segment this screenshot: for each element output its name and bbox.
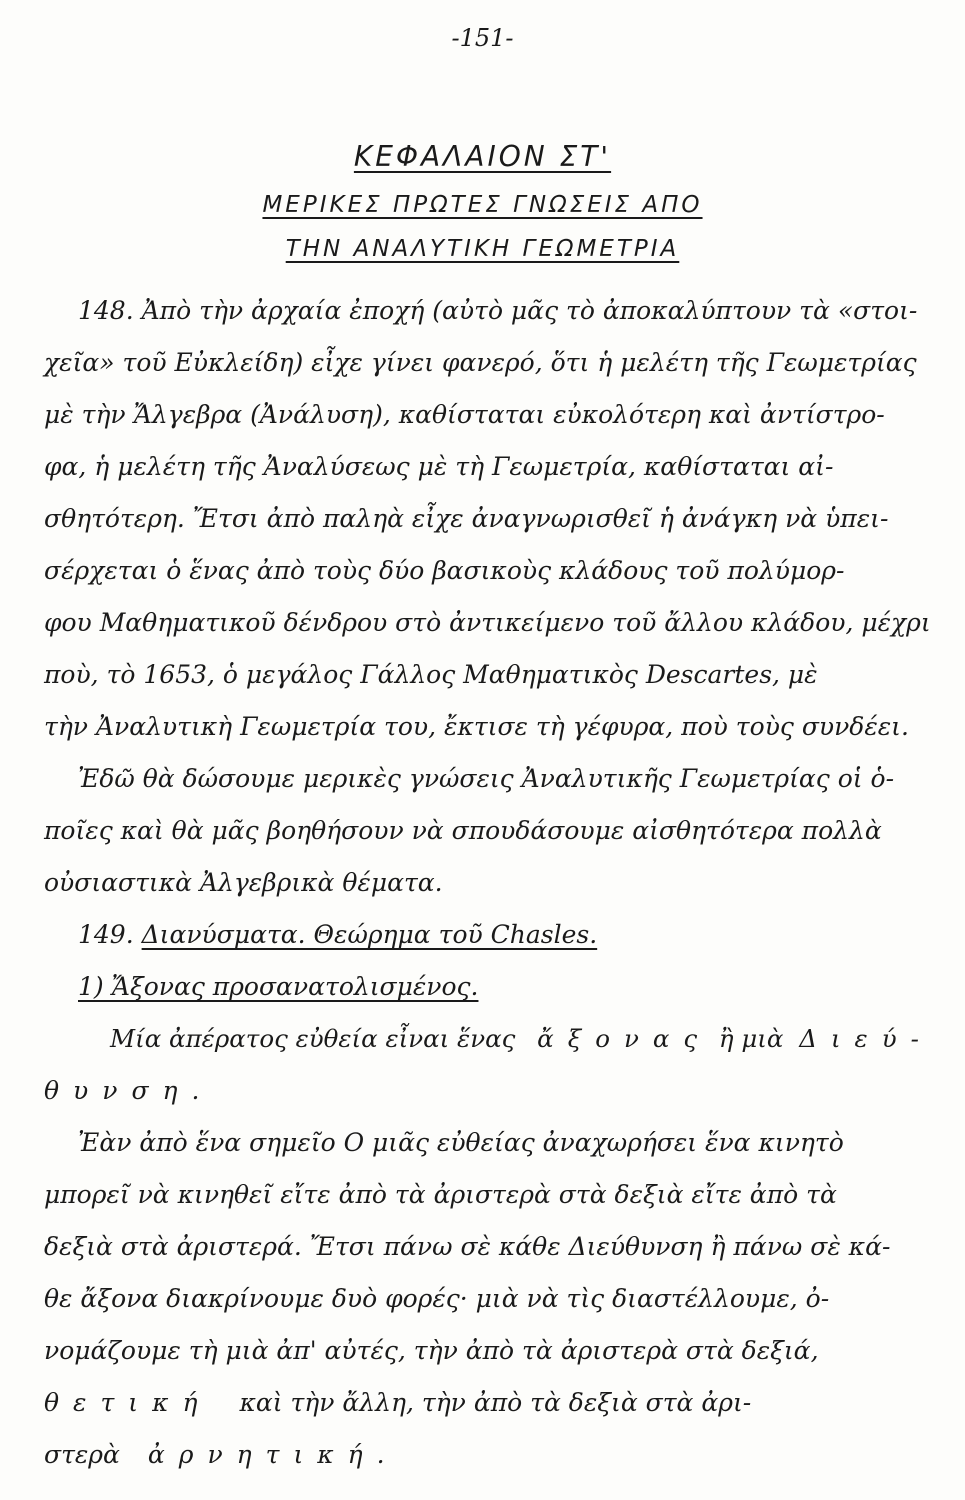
paragraph-line [78, 296, 917, 326]
paragraph-line: μὲ τὴν Ἄλγεβρα (Ἀνάλυση), καθίσταται εὐκολότερη καὶ ἀντίστρο- [44, 400, 885, 429]
paragraph-line [44, 1440, 399, 1470]
text: στερὰ [44, 1440, 120, 1469]
spaced-term-axis: ἄξονας [537, 1024, 712, 1053]
section-148-number: 148. [78, 296, 134, 325]
section-149-number: 149. [78, 920, 134, 949]
spaced-term-negative: ἀρνητική. [147, 1440, 399, 1469]
paragraph-line: ποῖες καὶ θὰ μᾶς βοηθήσουν νὰ σπουδάσουμε αἰσθητότερα πολλὰ [44, 816, 882, 845]
paragraph-line: τὴν Ἀναλυτικὴ Γεωμετρία του, ἔκτισε τὴ γέφυρα, ποὺ τοὺς συνδέει. [44, 712, 909, 741]
page-number: -151- [451, 24, 514, 52]
chapter-heading: ΚΕΦΑΛΑΙΟΝ ΣΤ' [353, 140, 612, 173]
paragraph-line: φου Μαθηματικοῦ δένδρου στὸ ἀντικείμενο τοῦ ἄλλου κλάδου, μέχρι [44, 608, 931, 637]
chapter-title-line-2: ΤΗΝ ΑΝΑΛΥΤΙΚΗ ΓΕΩΜΕΤΡΙΑ [285, 236, 680, 262]
paragraph-line [44, 1388, 751, 1418]
paragraph-line: ποὺ, τὸ 1653, ὁ μεγάλος Γάλλος Μαθηματικὸς Descartes, μὲ [44, 660, 818, 689]
paragraph-line [110, 1024, 933, 1054]
text: καὶ τὴν ἄλλη, τὴν ἀπὸ τὰ δεξιὰ στὰ ἀρι- [239, 1388, 752, 1417]
paragraph-line: δεξιὰ στὰ ἀριστερά. Ἔτσι πάνω σὲ κάθε Διεύθυνση ἢ πάνω σὲ κά- [44, 1232, 891, 1261]
paragraph-line: οὐσιαστικὰ Ἀλγεβρικὰ θέματα. [44, 868, 443, 897]
paragraph-line: θε ἄξονα διακρίνουμε δυὸ φορές· μιὰ νὰ τὶς διαστέλλουμε, ὀ- [44, 1284, 830, 1313]
paragraph-line: φα, ἡ μελέτη τῆς Ἀναλύσεως μὲ τὴ Γεωμετρία, καθίσταται αἰ- [44, 452, 834, 481]
text: ἢ μιὰ [718, 1024, 784, 1053]
chapter-title-line-1: ΜΕΡΙΚΕΣ ΠΡΩΤΕΣ ΓΝΩΣΕΙΣ ΑΠΟ [262, 192, 703, 218]
paragraph-line: σέρχεται ὁ ἕνας ἀπὸ τοὺς δύο βασικοὺς κλάδους τοῦ πολύμορ- [44, 556, 845, 585]
section-149-heading [78, 920, 597, 950]
paragraph-line: χεῖα» τοῦ Εὐκλείδη) εἶχε γίνει φανερό, ὅτι ἡ μελέτη τῆς Γεωμετρίας [44, 348, 917, 377]
subsection-heading [78, 972, 478, 1002]
paragraph-line: Ἐδῶ θὰ δώσουμε μερικὲς γνώσεις Ἀναλυτικῆς Γεωμετρίας οἱ ὁ- [78, 764, 895, 793]
paragraph-line: σθητότερη. Ἔτσι ἀπὸ παληὰ εἶχε ἀναγνωρισθεῖ ἡ ἀνάγκη νὰ ὑπει- [44, 504, 889, 533]
text: Μία ἀπέρατος εὐθεία εἶναι ἕνας [110, 1024, 516, 1053]
spaced-term-direction: Διεύ- [799, 1024, 933, 1053]
spaced-term-positive: θετική [44, 1388, 212, 1417]
text: Ἀπὸ τὴν ἀρχαία ἐποχή (αὐτὸ μᾶς τὸ ἀποκαλύπτουν τὰ «στοι- [141, 296, 918, 325]
paragraph-line: θυνση. [44, 1076, 214, 1105]
paragraph-line: μπορεῖ νὰ κινηθεῖ εἴτε ἀπὸ τὰ ἀριστερὰ στὰ δεξιὰ εἴτε ἀπὸ τὰ [44, 1180, 837, 1209]
subsection-1-title: 1) Ἄξονας προσανατολισμένος. [78, 972, 479, 1001]
paragraph-line: νομάζουμε τὴ μιὰ ἀπ' αὐτές, τὴν ἀπὸ τὰ ἀριστερὰ στὰ δεξιά, [44, 1336, 819, 1365]
paragraph-line: Ἐὰν ἀπὸ ἕνα σημεῖο Ο μιᾶς εὐθείας ἀναχωρήσει ἕνα κινητὸ [78, 1128, 844, 1157]
section-149-title: Διανύσματα. Θεώρημα τοῦ Chasles. [141, 920, 598, 949]
